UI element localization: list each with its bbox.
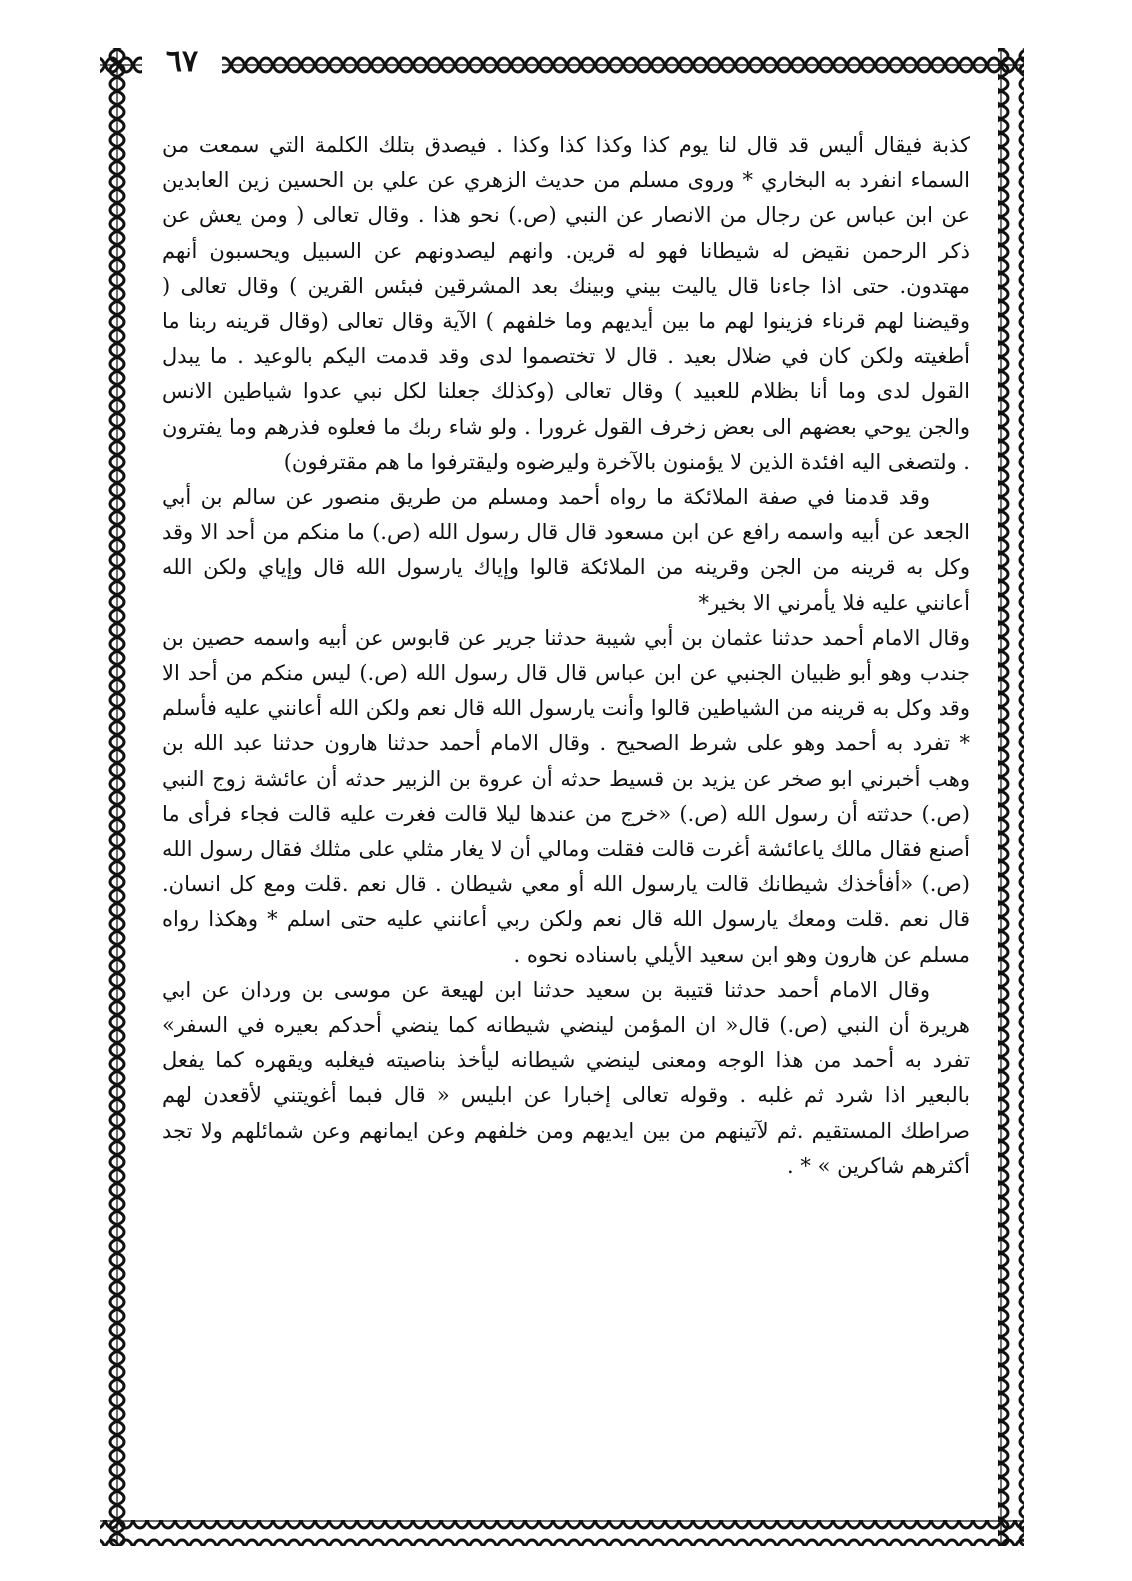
- paragraph: وقال الامام أحمد حدثنا عثمان بن أبي شيبة حدثنا جرير عن قابوس عن أبيه واسمه حصين بن جندب وهو أبو ظبيان الجنبي عن ابن عباس قال قال رسول الله (ص.) ليس منكم من أحد الا وقد وكل به قرينه من الشياطين قالوا وأنت يارسول الله قال نعم ولكن الله أعانني عليه فأسلم * تفرد به أحمد وهو على شرط الصحيح . وقال الامام أحمد حدثنا هارون حدثنا عبد الله بن وهب أخبرني ابو صخر عن يزيد بن قسيط حدثه أن عروة بن الزبير حدثه أن عائشة زوج النبي (ص.) حدثته أن رسول الله (ص.) «خرج من عندها ليلا قالت فغرت عليه قالت فجاء فرأى ما أصنع فقال مالك ياعائشة أغرت قالت فقلت ومالي أن لا يغار مثلي على مثلك فقال رسول الله (ص.) «أفأخذك شيطانك قالت يارسول الله أو معي شيطان . قال نعم .قلت ومع كل انسان. قال نعم .قلت ومعك يارسول الله قال نعم ولكن ربي أعانني عليه حتى اسلم * وهكذا رواه مسلم عن هارون وهو ابن سعيد الأيلي باسناده نحوه .: [162, 625, 970, 967]
- page-text: [162, 128, 970, 1488]
- paragraph: وقال الامام أحمد حدثنا قتيبة بن سعيد حدثنا ابن لهيعة عن موسى بن وردان عن ابي هريرة أن النبي (ص.) قال« ان المؤمن لينضي شيطانه كما ينضي أحدكم بعيره في السفر» تفرد به أحمد من هذا الوجه ومعنى لينضي شيطانه ليأخذ بناصيته فيغلبه ويقهره كما يفعل بالبعير اذا شرد ثم غلبه . وقوله تعالى إخبارا عن ابليس « قال فبما أغويتني لأقعدن لهم صراطك المستقيم .ثم لآتينهم من بين ايديهم ومن خلفهم وعن ايمانهم وعن شمائلهم ولا تجد أكثرهم شاكرين » * .: [162, 977, 970, 1178]
- page-number: ٦٧: [142, 40, 222, 84]
- paragraph: كذبة فيقال أليس قد قال لنا يوم كذا وكذا كذا وكذا . فيصدق بتلك الكلمة التي سمعت من السماء انفرد به البخاري * وروى مسلم من حديث الزهري عن علي بن الحسين زين العابدين عن ابن عباس عن رجال من الانصار عن النبي (ص.) نحو هذا . وقال تعالى ( ومن يعش عن ذكر الرحمن نقيض له شيطانا فهو له قرين. وانهم ليصدونهم عن السبيل ويحسبون أنهم مهتدون. حتى اذا جاءنا قال ياليت بيني وبينك بعد المشرقين فبئس القرين ) وقال تعالى ( وقيضنا لهم قرناء فزينوا لهم ما بين أيديهم وما خلفهم ) الآية وقال تعالى (وقال قرينه ربنا ما أطغيته ولكن كان في ضلال بعيد . قال لا تختصموا لدى وقد قدمت اليكم بالوعيد . ما يبدل القول لدى وما أنا بظلام للعبيد ) وقال تعالى (وكذلك جعلنا لكل نبي عدوا شياطين الانس والجن يوحي بعضهم الى بعض زخرف القول غرورا . ولو شاء ربك ما فعلوه فذرهم وما يفترون . ولتصغى اليه افئدة الذين لا يؤمنون بالآخرة وليرضوه وليقترفوا ما هم مقترفون): [162, 133, 970, 474]
- paragraph: وقد قدمنا في صفة الملائكة ما رواه أحمد ومسلم من طريق منصور عن سالم بن أبي الجعد عن أبيه واسمه رافع عن ابن مسعود قال قال رسول الله (ص.) ما منكم من أحد الا وقد وكل به قرينه من الجن وقرينه من الملائكة قالوا وإياك يارسول الله قال وإياي ولكن الله أعانني عليه فلا يأمرني الا بخير*: [162, 485, 970, 615]
